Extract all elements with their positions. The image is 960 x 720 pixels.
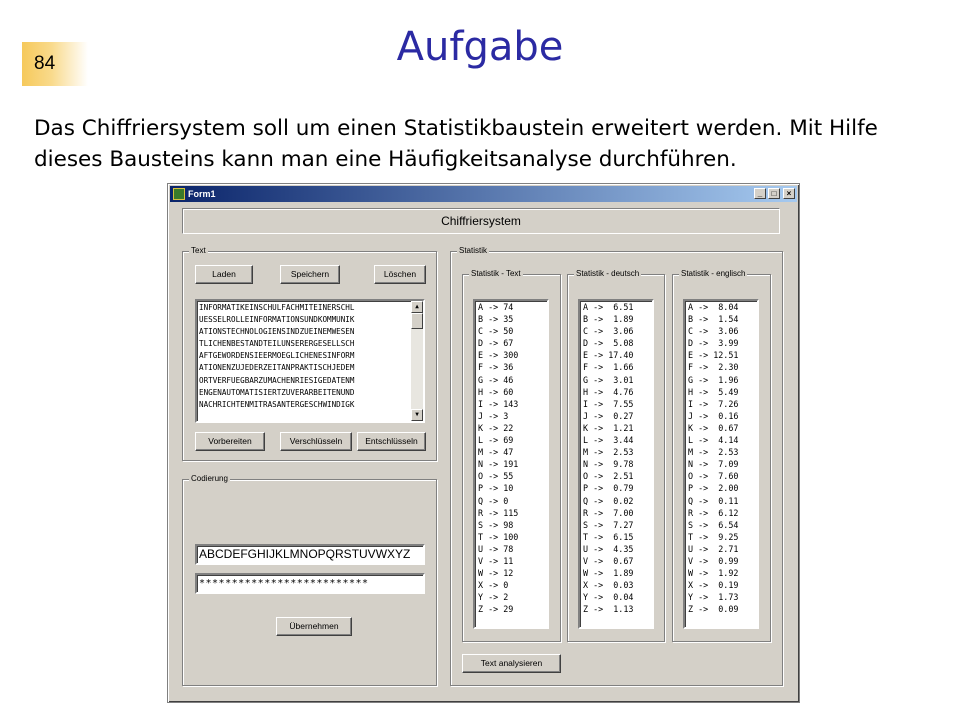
stat-row[interactable]: M -> 47 — [478, 447, 514, 458]
stat-row[interactable]: P -> 10 — [478, 483, 514, 494]
stat-row[interactable]: E -> 300 — [478, 350, 519, 361]
stat-row[interactable]: D -> 3.99 — [688, 338, 739, 349]
stat-row[interactable]: H -> 4.76 — [583, 386, 634, 397]
stat-list-text[interactable] — [473, 299, 549, 629]
stat-row[interactable]: S -> 6.54 — [688, 519, 739, 530]
stat-row[interactable]: T -> 9.25 — [688, 531, 739, 542]
stat-row[interactable]: T -> 100 — [478, 531, 519, 542]
stat-row[interactable]: S -> 7.27 — [583, 519, 634, 530]
stat-row[interactable]: R -> 6.12 — [688, 507, 739, 518]
stat-row[interactable]: Q -> 0 — [478, 495, 509, 506]
window-titlebar[interactable] — [170, 186, 797, 202]
text-memo[interactable] — [195, 299, 425, 423]
stat-row[interactable]: P -> 0.79 — [583, 483, 634, 494]
stat-row[interactable]: P -> 2.00 — [688, 483, 739, 494]
stat-row[interactable]: F -> 2.30 — [688, 362, 739, 373]
stat-row[interactable]: K -> 1.21 — [583, 422, 634, 433]
analyze-text-button[interactable]: Text analysieren — [462, 654, 561, 673]
stat-row[interactable]: U -> 4.35 — [583, 543, 634, 554]
coding-group-label: Codierung — [191, 474, 228, 483]
stat-row[interactable]: R -> 7.00 — [583, 507, 634, 518]
stat-row[interactable]: A -> 6.51 — [583, 302, 634, 312]
stat-row[interactable]: M -> 2.53 — [688, 447, 739, 458]
stat-row[interactable]: Y -> 2 — [478, 592, 509, 603]
close-button[interactable]: × — [783, 188, 795, 199]
app-header-panel — [182, 208, 780, 234]
text-group-label: Text — [191, 246, 206, 255]
stat-row[interactable]: I -> 7.55 — [583, 398, 634, 409]
stat-row[interactable]: U -> 78 — [478, 543, 514, 554]
decrypt-button[interactable]: Entschlüsseln — [357, 432, 426, 451]
app-header-title: Chiffriersystem — [441, 214, 521, 228]
stat-row[interactable]: C -> 50 — [478, 326, 514, 337]
stat-row[interactable]: S -> 98 — [478, 519, 514, 530]
page-number: 84 — [22, 42, 88, 86]
stat-row[interactable]: Z -> 29 — [478, 604, 514, 615]
stat-list-german[interactable] — [578, 299, 654, 629]
app-icon — [173, 188, 185, 200]
stat-panel-german — [567, 269, 665, 642]
stat-row[interactable]: V -> 0.67 — [583, 555, 634, 566]
memo-line: ENGENAUTOMATISIERTZUVERARBEITENUND — [199, 387, 355, 397]
stat-row[interactable]: J -> 0.27 — [583, 410, 634, 421]
key-field[interactable]: ************************** — [195, 573, 425, 594]
stat-row[interactable]: B -> 1.54 — [688, 314, 739, 325]
stat-row[interactable]: G -> 46 — [478, 374, 514, 385]
stat-panel-text-label: Statistik - Text — [471, 269, 521, 278]
stat-row[interactable]: R -> 115 — [478, 507, 519, 518]
stat-row[interactable]: B -> 35 — [478, 314, 514, 325]
stat-row[interactable]: D -> 5.08 — [583, 338, 634, 349]
memo-line: UESSELROLLEINFORMATIONSUNDKOMMUNIK — [199, 315, 355, 325]
coding-groupbox — [182, 474, 437, 686]
stat-row[interactable]: O -> 55 — [478, 471, 514, 482]
stat-row[interactable]: G -> 1.96 — [688, 374, 739, 385]
maximize-button[interactable]: □ — [768, 188, 780, 199]
stat-row[interactable]: V -> 0.99 — [688, 555, 739, 566]
stat-row[interactable]: E -> 12.51 — [688, 350, 739, 361]
window-title: Form1 — [188, 189, 216, 199]
stat-row[interactable]: J -> 3 — [478, 410, 509, 421]
stat-row[interactable]: O -> 2.51 — [583, 471, 634, 482]
stat-panel-text — [462, 269, 561, 642]
stat-row[interactable]: Z -> 1.13 — [583, 604, 634, 615]
stat-row[interactable]: B -> 1.89 — [583, 314, 634, 325]
alphabet-field[interactable]: ABCDEFGHIJKLMNOPQRSTUVWXYZ — [195, 544, 425, 565]
prepare-button[interactable]: Vorbereiten — [195, 432, 265, 451]
encrypt-button[interactable]: Verschlüsseln — [280, 432, 352, 451]
stat-row[interactable]: H -> 60 — [478, 386, 514, 397]
stat-row[interactable]: F -> 36 — [478, 362, 514, 373]
scroll-up-icon[interactable]: ▲ — [411, 301, 423, 313]
stat-row[interactable]: Z -> 0.09 — [688, 604, 739, 615]
stat-row[interactable]: Y -> 1.73 — [688, 592, 739, 603]
stat-row[interactable]: C -> 3.06 — [583, 326, 634, 337]
stat-row[interactable]: F -> 1.66 — [583, 362, 634, 373]
stat-row[interactable]: Q -> 0.11 — [688, 495, 739, 506]
stat-row[interactable]: K -> 22 — [478, 422, 514, 433]
stat-list-english[interactable] — [683, 299, 759, 629]
slide-title: Aufgabe — [396, 24, 564, 70]
stat-row[interactable]: A -> 74 — [478, 302, 514, 312]
stat-row[interactable]: C -> 3.06 — [688, 326, 739, 337]
stat-row[interactable]: Q -> 0.02 — [583, 495, 634, 506]
stat-row[interactable]: T -> 6.15 — [583, 531, 634, 542]
stat-row[interactable]: N -> 9.78 — [583, 459, 634, 470]
stat-row[interactable]: G -> 3.01 — [583, 374, 634, 385]
stat-row[interactable]: J -> 0.16 — [688, 410, 739, 421]
memo-line: INFORMATIKEINSCHULFACHMITEINERSCHL — [199, 303, 355, 312]
stat-row[interactable]: N -> 191 — [478, 459, 519, 470]
stat-row[interactable]: E -> 17.40 — [583, 350, 634, 361]
stat-panel-english — [672, 269, 771, 642]
stat-row[interactable]: W -> 12 — [478, 568, 514, 579]
stat-row[interactable]: K -> 0.67 — [688, 422, 739, 433]
stat-row[interactable]: X -> 0.19 — [688, 580, 739, 591]
scroll-thumb[interactable] — [411, 313, 423, 329]
load-button[interactable]: Laden — [195, 265, 253, 284]
stat-row[interactable]: U -> 2.71 — [688, 543, 739, 554]
memo-line: ORTVERFUEGBARZUMACHENRIESIGEDATENM — [199, 375, 355, 385]
scroll-down-icon[interactable]: ▼ — [411, 409, 423, 421]
stat-row[interactable]: X -> 0 — [478, 580, 509, 591]
memo-scrollbar[interactable] — [411, 301, 423, 421]
stat-row[interactable]: L -> 4.14 — [688, 435, 739, 446]
stat-row[interactable]: V -> 11 — [478, 555, 514, 566]
stat-row[interactable]: W -> 1.92 — [688, 568, 739, 579]
memo-line: NACHRICHTENMITRASANTERGESCHWINDIGK — [199, 399, 355, 409]
apply-button[interactable]: Übernehmen — [276, 617, 352, 636]
statistics-group-label: Statistik — [459, 246, 488, 255]
memo-line: ATIONENZUJEDERZEITANPRAKTISCHJEDEM — [199, 363, 355, 373]
stat-row[interactable]: I -> 143 — [478, 398, 519, 409]
stat-row[interactable]: W -> 1.89 — [583, 568, 634, 579]
text-groupbox — [182, 246, 437, 461]
stat-panel-german-label: Statistik - deutsch — [576, 269, 640, 278]
save-button[interactable]: Speichern — [280, 265, 340, 284]
stat-row[interactable]: X -> 0.03 — [583, 580, 634, 591]
memo-line: AFTGEWORDENSIEERMOEGLICHENESINFORM — [199, 351, 355, 361]
memo-line: ATIONSTECHNOLOGIENSINDZUEINEMWESEN — [199, 327, 355, 337]
statistics-groupbox — [450, 246, 783, 686]
stat-row[interactable]: L -> 3.44 — [583, 435, 634, 446]
stat-row[interactable]: O -> 7.60 — [688, 471, 739, 482]
clear-button[interactable]: Löschen — [374, 265, 426, 284]
stat-row[interactable]: L -> 69 — [478, 435, 514, 446]
stat-row[interactable]: M -> 2.53 — [583, 447, 634, 458]
minimize-button[interactable]: _ — [754, 188, 766, 199]
stat-row[interactable]: A -> 8.04 — [688, 302, 739, 312]
app-window — [167, 183, 800, 703]
memo-line: TLICHENBESTANDTEILUNSERERGESELLSCH — [199, 339, 355, 349]
stat-row[interactable]: N -> 7.09 — [688, 459, 739, 470]
slide-body-text: Das Chiffriersystem soll um einen Statistikbaustein erweitert werden. Mit Hilfe dieses Bausteins kann man eine Häufigkeitsanalyse durchführen. — [34, 116, 878, 172]
stat-panel-english-label: Statistik - englisch — [681, 269, 746, 278]
text-memo-content — [199, 302, 423, 411]
stat-row[interactable]: Y -> 0.04 — [583, 592, 634, 603]
stat-row[interactable]: H -> 5.49 — [688, 386, 739, 397]
stat-row[interactable]: I -> 7.26 — [688, 398, 739, 409]
stat-row[interactable]: D -> 67 — [478, 338, 514, 349]
